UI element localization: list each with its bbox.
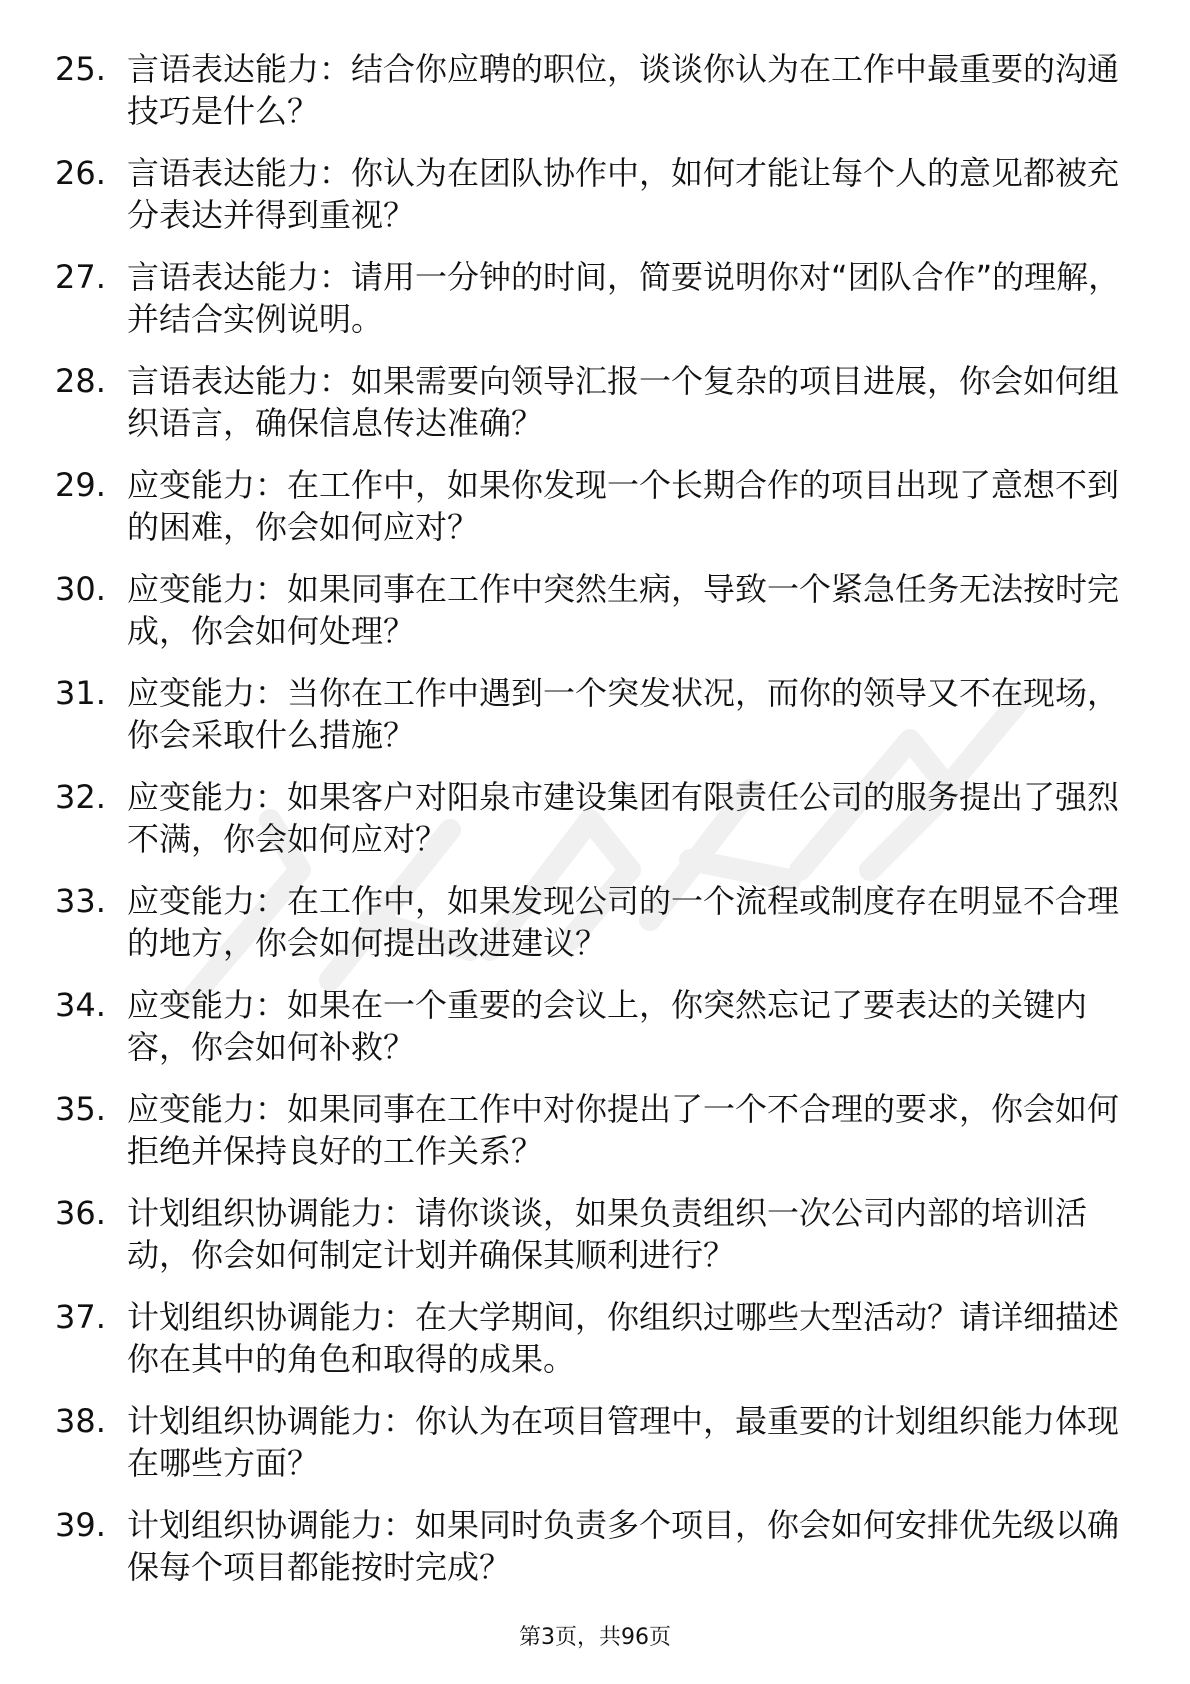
list-item: [55, 1504, 1135, 1608]
question-list: [55, 48, 1135, 1608]
question-text: 言语表达能力：如果需要向领导汇报一个复杂的项目进展，你会如何组织语言，确保信息传达准确？: [127, 362, 1120, 442]
list-item: [55, 1088, 1135, 1192]
question-number: 34.: [55, 986, 106, 1024]
list-item: [55, 568, 1135, 672]
question-text: 应变能力：如果在一个重要的会议上，你突然忘记了要表达的关键内容，你会如何补救？: [127, 986, 1088, 1066]
question-text: 应变能力：当你在工作中遇到一个突发状况，而你的领导又不在现场，你会采取什么措施？: [127, 674, 1120, 754]
list-item: [55, 1296, 1135, 1400]
question-text: 言语表达能力：你认为在团队协作中，如何才能让每个人的意见都被充分表达并得到重视？: [127, 154, 1120, 234]
question-text: 应变能力：在工作中，如果你发现一个长期合作的项目出现了意想不到的困难，你会如何应对？: [127, 466, 1120, 546]
question-number: 36.: [55, 1194, 106, 1232]
question-text: 言语表达能力：结合你应聘的职位，谈谈你认为在工作中最重要的沟通技巧是什么？: [127, 50, 1120, 130]
question-text: 应变能力：如果客户对阳泉市建设集团有限责任公司的服务提出了强烈不满，你会如何应对？: [127, 778, 1120, 858]
question-text: 应变能力：如果同事在工作中突然生病，导致一个紧急任务无法按时完成，你会如何处理？: [127, 570, 1120, 650]
list-item: [55, 48, 1135, 152]
question-number: 26.: [55, 154, 106, 192]
list-item: [55, 1400, 1135, 1504]
question-number: 39.: [55, 1506, 106, 1544]
list-item: [55, 256, 1135, 360]
question-number: 28.: [55, 362, 106, 400]
list-item: [55, 152, 1135, 256]
question-text: 计划组织协调能力：请你谈谈，如果负责组织一次公司内部的培训活动，你会如何制定计划并确保其顺利进行？: [127, 1194, 1088, 1274]
question-text: 应变能力：如果同事在工作中对你提出了一个不合理的要求，你会如何拒绝并保持良好的工作关系？: [127, 1090, 1120, 1170]
list-item: [55, 360, 1135, 464]
question-text: 言语表达能力：请用一分钟的时间，简要说明你对“团队合作”的理解，并结合实例说明。: [127, 258, 1121, 338]
question-number: 38.: [55, 1402, 106, 1440]
question-number: 35.: [55, 1090, 106, 1128]
list-item: [55, 464, 1135, 568]
question-text: 计划组织协调能力：你认为在项目管理中，最重要的计划组织能力体现在哪些方面？: [127, 1402, 1120, 1482]
question-number: 29.: [55, 466, 106, 504]
question-number: 33.: [55, 882, 106, 920]
question-number: 27.: [55, 258, 106, 296]
page-footer: 第3页，共96页: [519, 1625, 671, 1650]
list-item: [55, 1192, 1135, 1296]
question-number: 32.: [55, 778, 106, 816]
question-text: 应变能力：在工作中，如果发现公司的一个流程或制度存在明显不合理的地方，你会如何提出改进建议？: [127, 882, 1120, 962]
question-text: 计划组织协调能力：如果同时负责多个项目，你会如何安排优先级以确保每个项目都能按时完成？: [127, 1506, 1120, 1586]
list-item: [55, 984, 1135, 1088]
question-number: 37.: [55, 1298, 106, 1336]
list-item: [55, 672, 1135, 776]
question-number: 25.: [55, 50, 106, 88]
question-number: 30.: [55, 570, 106, 608]
question-text: 计划组织协调能力：在大学期间，你组织过哪些大型活动？请详细描述你在其中的角色和取得的成果。: [127, 1298, 1120, 1378]
list-item: [55, 880, 1135, 984]
list-item: [55, 776, 1135, 880]
question-number: 31.: [55, 674, 106, 712]
